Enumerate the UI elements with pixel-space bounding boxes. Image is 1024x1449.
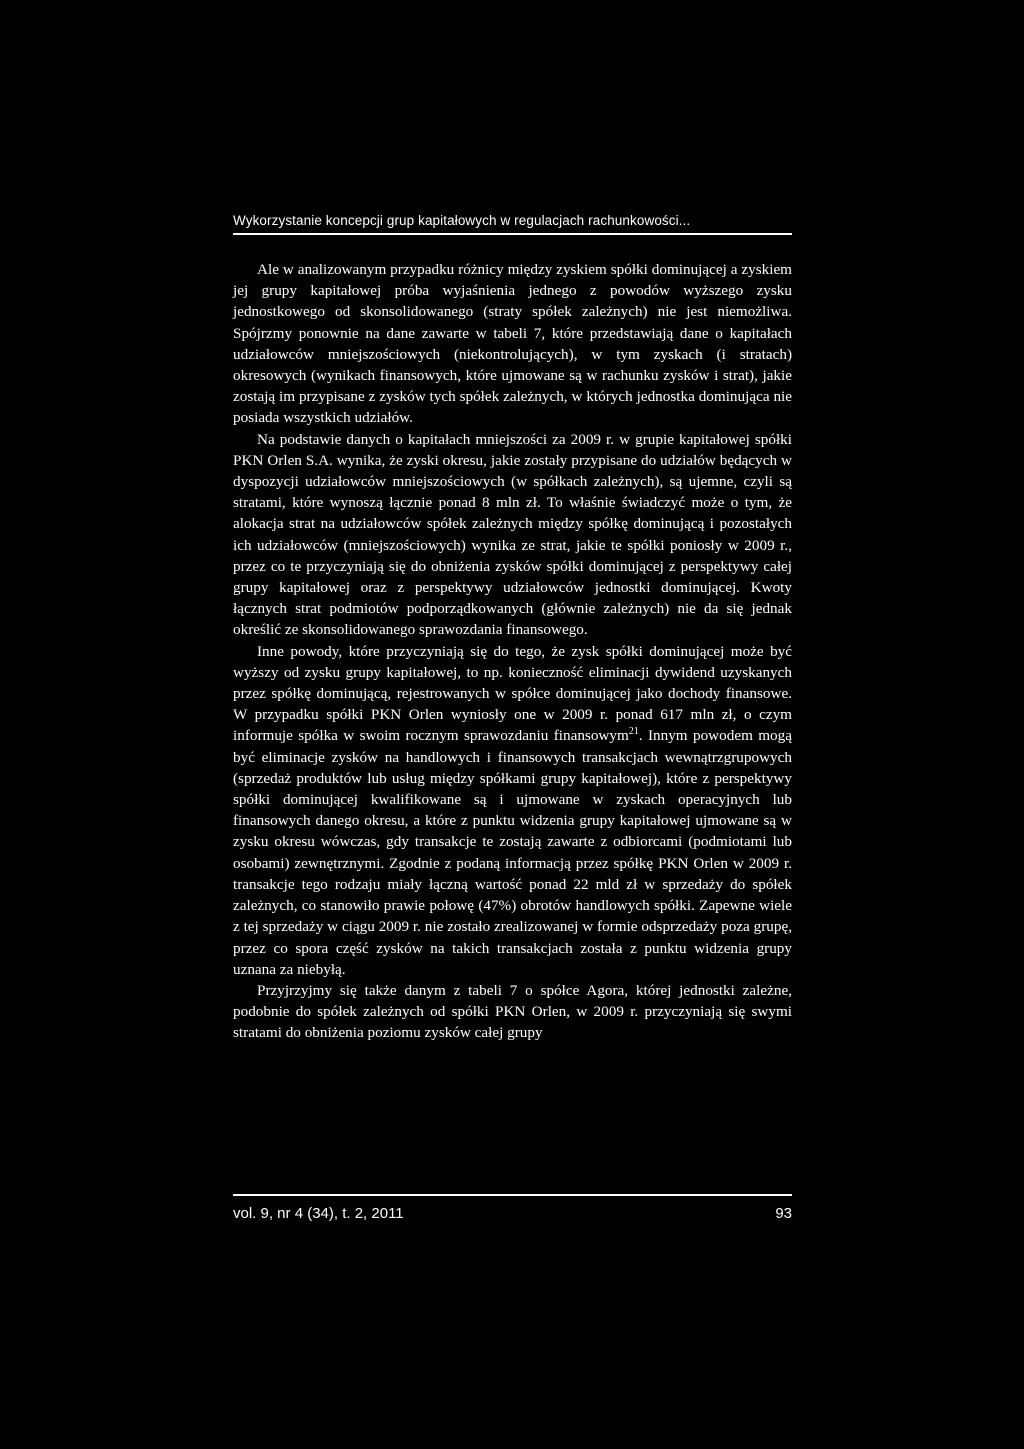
paragraph-3-text-after-note: . Innym powodem mogą być eliminacje zysków na handlowych i finansowych transakcjach wewnątrzgrupowych (sprzedaż produktów lub usług między spółkami grupy kapitałowej), które z perspektywy spółki dominującej kwalifikowane są i ujmowane w zyskach operacyjnych lub finansowych danego okresu, a które z punktu widzenia grupy kapitałowej ujmowane są w zysku okresu wówczas, gdy transakcje te zostają zawarte z odbiorcami (podmiotami lub osobami) zewnętrznymi. Zgodnie z podaną informacją przez spółkę PKN Orlen w 2009 r. transakcje tego rodzaju miały łączną wartość ponad 22 mld zł w sprzedaży do spółek zależnych, co stanowiło prawie połowę (47%) obrotów handlowych spółki. Zapewne wiele z tej sprzedaży w ciągu 2009 r. nie zostało zrealizowanej w formie odsprzedaży poza grupę, przez co spora część zysków na takich transakcjach została z punktu widzenia grupy uznana za niebyłą. [233, 727, 792, 978]
paragraph-2: Na podstawie danych o kapitałach mniejszości za 2009 r. w grupie kapitałowej spółki PKN Orlen S.A. wynika, że zyski okresu, jakie zostały przypisane do udziałów będących w dyspozycji udziałowców mniejszościowych (w spółkach zależnych), są ujemne, czyli są stratami, które wynoszą łącznie ponad 8 mln zł. To właśnie świadczyć może o tym, że alokacja strat na udziałowców spółek zależnych między spółkę dominującą i pozostałych ich udziałowców (mniejszościowych) wynika ze strat, jakie te spółki poniosły w 2009 r., przez co te przyczyniają się do obniżenia zysków spółki dominującej z perspektywy całej grupy kapitałowej oraz z perspektywy udziałowców jednostki dominującej. Kwoty łącznych strat podmiotów podporządkowanych (głównie zależnych) nie da się jednak określić ze skonsolidowanego sprawozdania finansowego. [233, 430, 792, 639]
page-footer [233, 1204, 792, 1224]
page-number: 93 [775, 1205, 792, 1222]
footnote-reference[interactable]: 21 [628, 726, 639, 738]
paragraph-1: Ale w analizowanym przypadku różnicy między zyskiem spółki dominującej a zyskiem jej grupy kapitałowej próba wyjaśnienia jednego z powodów wyższego zysku jednostkowego od skonsolidowanego (straty spółek zależnych) nie jest niemożliwa. Spójrzmy ponownie na dane zawarte w tabeli 7, które przedstawiają dane o kapitałach udziałowców mniejszościowych (niekontrolujących), w tym zyskach (i stratach) okresowych (wynikach finansowych, które ujmowane są w rachunku zysków i strat), jakie zostają im przypisane z zysków tych spółek zależnych, w których jednostka dominująca nie posiada wszystkich udziałów. [233, 261, 792, 427]
paragraph-3-text-before-note: Inne powody, które przyczyniają się do tego, że zysk spółki dominującej może być wyższy od zysku grupy kapitałowej, to np. konieczność eliminacji dywidend uzyskanych przez spółkę dominującą, rejestrowanych w spółce dominującej jako dochody finansowe. W przypadku spółki PKN Orlen wyniosły one w 2009 r. ponad 617 mln zł, o czym informuje spółka w swoim rocznym sprawozdaniu finansowym [233, 642, 792, 745]
running-header: Wykorzystanie koncepcji grup kapitałowych w regulacjach rachunkowości... [233, 213, 691, 228]
paragraph-4: Przyjrzyjmy się także danym z tabeli 7 o spółce Agora, której jednostki zależne, podobnie do spółek zależnych od spółki PKN Orlen, w 2009 r. przyczyniają się swymi stratami do obniżenia poziomu zysków całej grupy [233, 981, 792, 1042]
header-divider [233, 233, 792, 235]
journal-issue: vol. 9, nr 4 (34), t. 2, 2011 [233, 1205, 404, 1222]
footer-divider [233, 1194, 792, 1196]
article-body [233, 259, 792, 1044]
paragraph-3 [233, 641, 792, 980]
